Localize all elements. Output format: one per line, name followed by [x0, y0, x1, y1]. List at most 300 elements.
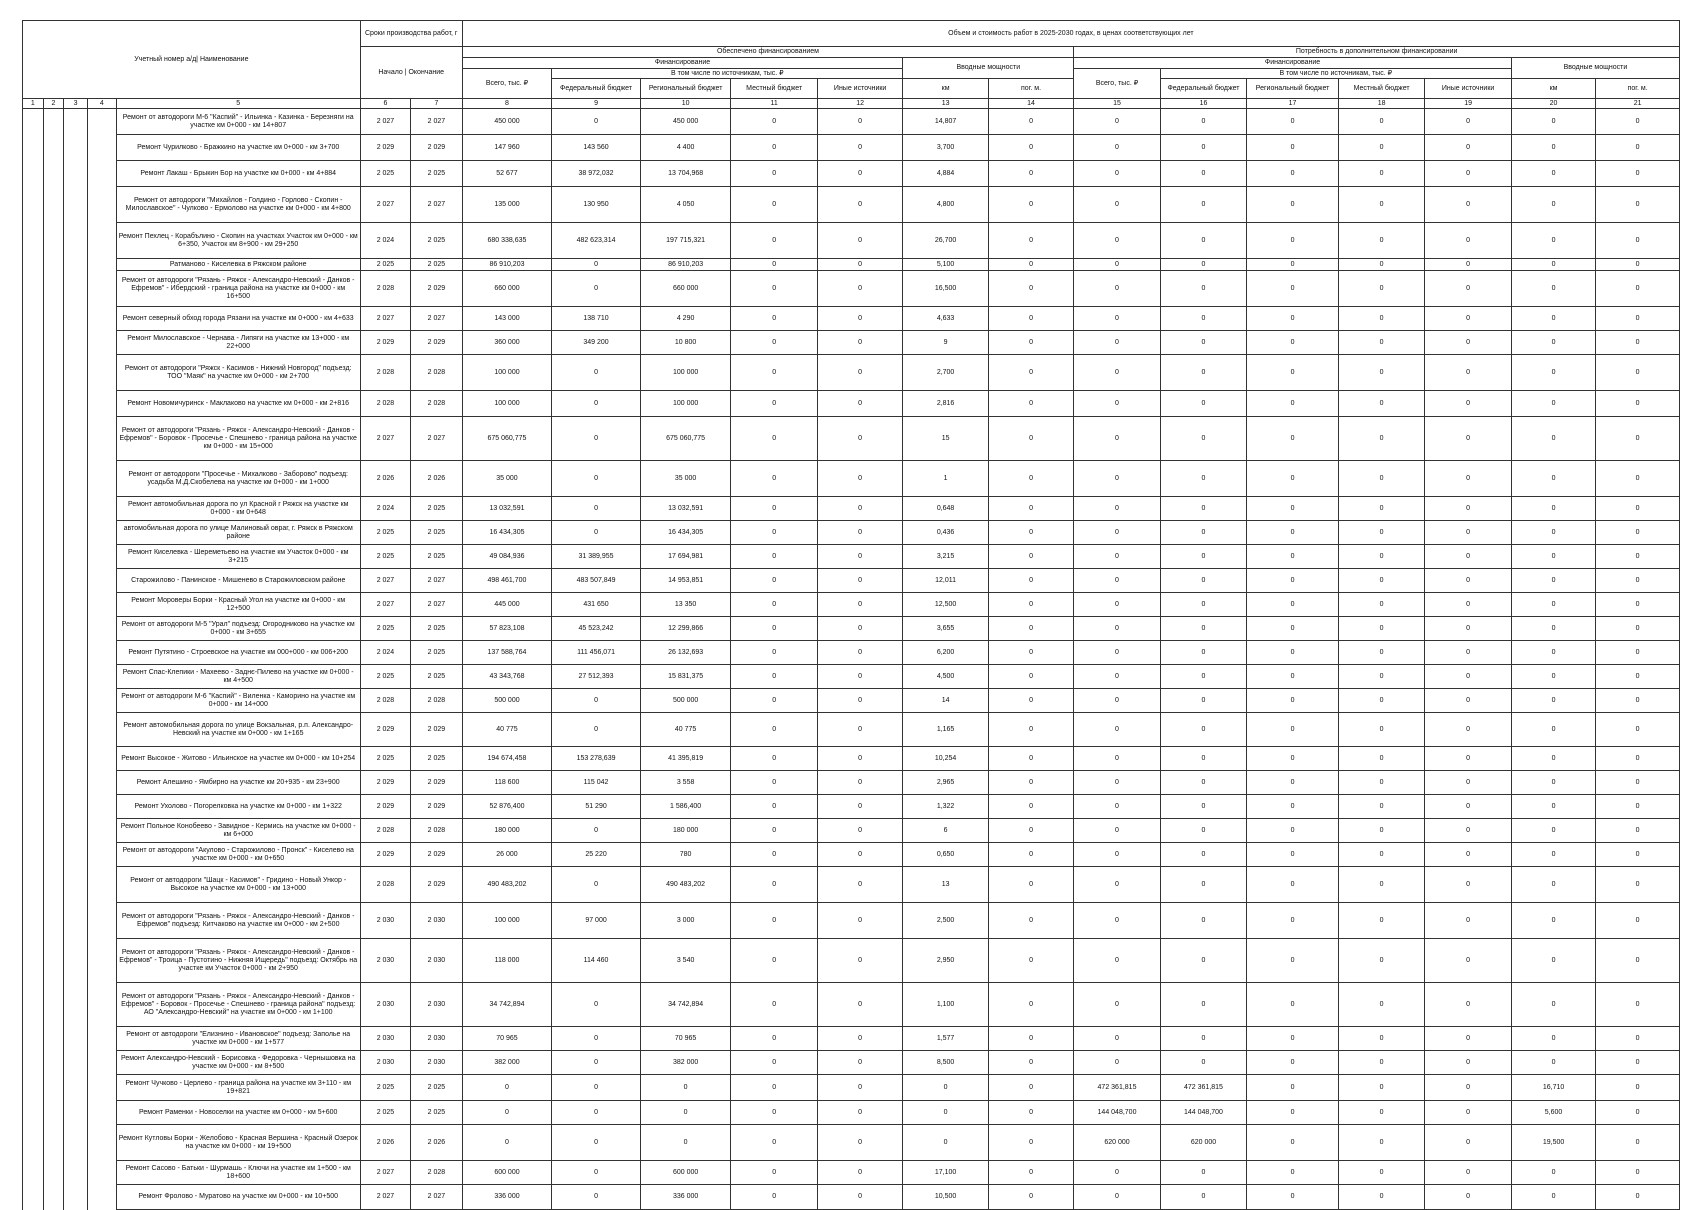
value-cell: 0: [1425, 1051, 1511, 1075]
value-cell: 0: [1160, 641, 1246, 665]
value-cell: 12 299,866: [640, 617, 731, 641]
value-cell: 0: [1247, 819, 1339, 843]
value-cell: 0: [731, 1051, 817, 1075]
table-row: [23, 1051, 1680, 1075]
value-cell: 97 000: [552, 903, 641, 939]
column-number: 7: [411, 99, 463, 109]
column-number: 2: [43, 99, 64, 109]
empty-cell: [87, 307, 116, 331]
empty-cell: [87, 417, 116, 461]
empty-cell: [87, 983, 116, 1027]
value-cell: 0: [731, 1101, 817, 1125]
header-km-funded: км: [903, 79, 988, 99]
header-pogm-funded: пог. м.: [988, 79, 1073, 99]
value-cell: 0: [988, 771, 1073, 795]
value-cell: 2 025: [411, 259, 463, 271]
value-cell: 0: [1425, 259, 1511, 271]
value-cell: 0: [988, 161, 1073, 187]
value-cell: 0: [1247, 271, 1339, 307]
empty-cell: [43, 1051, 64, 1075]
value-cell: 0: [1247, 843, 1339, 867]
value-cell: 41 395,819: [640, 747, 731, 771]
empty-cell: [43, 713, 64, 747]
road-name-cell: Ремонт Чурилково - Бражкино на участке км 0+000 - км 3+700: [116, 135, 360, 161]
empty-cell: [64, 461, 88, 497]
value-cell: 10,254: [903, 747, 988, 771]
value-cell: 0: [988, 939, 1073, 983]
value-cell: 0: [731, 391, 817, 417]
value-cell: 2 030: [360, 903, 410, 939]
value-cell: 0: [1160, 665, 1246, 689]
value-cell: 0: [1511, 1027, 1595, 1051]
value-cell: 5,600: [1511, 1101, 1595, 1125]
value-cell: 2 025: [360, 1101, 410, 1125]
value-cell: 0: [1425, 1101, 1511, 1125]
value-cell: 2 028: [360, 867, 410, 903]
empty-cell: [87, 1051, 116, 1075]
value-cell: 0: [988, 461, 1073, 497]
value-cell: 0: [1511, 593, 1595, 617]
value-cell: 0: [817, 161, 902, 187]
header-volume: Объем и стоимость работ в 2025-2030 годах, в ценах соответствующих лет: [462, 21, 1679, 47]
value-cell: 0: [1074, 983, 1160, 1027]
empty-cell: [23, 1161, 44, 1185]
value-cell: 336 000: [462, 1185, 552, 1210]
value-cell: 0: [1596, 391, 1680, 417]
empty-cell: [23, 355, 44, 391]
value-cell: 0: [1338, 771, 1424, 795]
value-cell: 70 965: [462, 1027, 552, 1051]
value-cell: 0: [1247, 903, 1339, 939]
table-row: [23, 795, 1680, 819]
value-cell: 0: [1425, 521, 1511, 545]
value-cell: 0: [1596, 307, 1680, 331]
value-cell: 0: [731, 819, 817, 843]
value-cell: 2 025: [360, 747, 410, 771]
column-number: 9: [552, 99, 641, 109]
empty-cell: [64, 271, 88, 307]
empty-cell: [87, 617, 116, 641]
empty-cell: [87, 461, 116, 497]
table-row: [23, 617, 1680, 641]
value-cell: 0: [1425, 771, 1511, 795]
value-cell: 43 343,768: [462, 665, 552, 689]
value-cell: 0: [1425, 867, 1511, 903]
value-cell: 2 025: [411, 545, 463, 569]
value-cell: 0: [1338, 331, 1424, 355]
value-cell: 0: [552, 259, 641, 271]
value-cell: 0: [1074, 391, 1160, 417]
value-cell: 10,500: [903, 1185, 988, 1210]
empty-cell: [64, 939, 88, 983]
value-cell: 4 290: [640, 307, 731, 331]
value-cell: 0: [1247, 593, 1339, 617]
value-cell: 0: [731, 939, 817, 983]
header-capacity-need: Вводные мощности: [1511, 58, 1679, 79]
road-name-cell: Ремонт от автодороги "Рязань - Ряжск - Александро-Невский - Данков - Ефремов" - Троица - Пустотино - Нижняя Ищередь" подъезд: Октябрь на участке км Участок 0+000 - км 2+950: [116, 939, 360, 983]
table-row: [23, 903, 1680, 939]
value-cell: 0: [731, 689, 817, 713]
value-cell: 0: [988, 1161, 1073, 1185]
value-cell: 0: [1074, 867, 1160, 903]
value-cell: 0: [1596, 819, 1680, 843]
empty-cell: [23, 391, 44, 417]
value-cell: 0: [1160, 135, 1246, 161]
table-row: [23, 391, 1680, 417]
empty-cell: [64, 545, 88, 569]
value-cell: 2 025: [360, 259, 410, 271]
value-cell: 0: [1247, 1075, 1339, 1101]
road-name-cell: Ремонт Александро-Невский - Борисовка - Федоровка - Чернышовка на участке км 0+000 - км 8+500: [116, 1051, 360, 1075]
value-cell: 0: [1338, 689, 1424, 713]
value-cell: 2 027: [411, 109, 463, 135]
value-cell: 0: [731, 593, 817, 617]
value-cell: 0: [1511, 1161, 1595, 1185]
value-cell: 2,500: [903, 903, 988, 939]
value-cell: 0: [817, 187, 902, 223]
table-row: [23, 665, 1680, 689]
value-cell: 0: [1338, 1161, 1424, 1185]
value-cell: 0: [988, 1185, 1073, 1210]
column-number: 15: [1074, 99, 1160, 109]
header-sources-need: В том числе по источникам, тыс. ₽: [1160, 69, 1511, 79]
value-cell: 0: [1160, 521, 1246, 545]
value-cell: 0: [1596, 867, 1680, 903]
value-cell: 38 972,032: [552, 161, 641, 187]
road-name-cell: Ремонт от автодороги "Просечье - Михалково - Заборово" подъезд: усадьба М.Д.Скобелева на участке км 0+000 - км 1+000: [116, 461, 360, 497]
value-cell: 0: [1074, 307, 1160, 331]
value-cell: 3,700: [903, 135, 988, 161]
road-name-cell: Ремонт Кутловы Борки - Желобово - Красная Вершина - Красный Озерок на участке км 0+000 - км 19+500: [116, 1125, 360, 1161]
value-cell: 0: [1160, 1051, 1246, 1075]
value-cell: 0: [1074, 223, 1160, 259]
value-cell: 13 032,591: [640, 497, 731, 521]
value-cell: 0: [817, 135, 902, 161]
value-cell: 2 030: [360, 1027, 410, 1051]
empty-cell: [43, 1101, 64, 1125]
value-cell: 2 029: [360, 795, 410, 819]
value-cell: 0: [1511, 497, 1595, 521]
value-cell: 0: [1596, 1051, 1680, 1075]
value-cell: 0: [1425, 1027, 1511, 1051]
value-cell: 0: [1511, 617, 1595, 641]
value-cell: 472 361,815: [1160, 1075, 1246, 1101]
empty-cell: [43, 1027, 64, 1051]
value-cell: 0: [1160, 391, 1246, 417]
header-terms: Сроки производства работ, г: [360, 21, 462, 47]
value-cell: 0: [1596, 617, 1680, 641]
value-cell: 144 048,700: [1160, 1101, 1246, 1125]
value-cell: 0: [1338, 307, 1424, 331]
value-cell: 0: [817, 331, 902, 355]
value-cell: 4 400: [640, 135, 731, 161]
table-row: [23, 307, 1680, 331]
value-cell: 0: [1425, 161, 1511, 187]
value-cell: 1,165: [903, 713, 988, 747]
value-cell: 0: [1511, 867, 1595, 903]
value-cell: 1,100: [903, 983, 988, 1027]
value-cell: 4,800: [903, 187, 988, 223]
empty-cell: [23, 641, 44, 665]
value-cell: 675 060,775: [462, 417, 552, 461]
value-cell: 0: [1596, 771, 1680, 795]
value-cell: 0: [1247, 259, 1339, 271]
value-cell: 0: [731, 1125, 817, 1161]
value-cell: 5,100: [903, 259, 988, 271]
table-row: [23, 1185, 1680, 1210]
value-cell: 0: [552, 1161, 641, 1185]
value-cell: 180 000: [640, 819, 731, 843]
value-cell: 2 030: [411, 1051, 463, 1075]
value-cell: 2 029: [360, 771, 410, 795]
value-cell: 0: [1160, 939, 1246, 983]
value-cell: 0: [817, 461, 902, 497]
empty-cell: [87, 665, 116, 689]
value-cell: 0: [1511, 331, 1595, 355]
value-cell: 2 027: [411, 417, 463, 461]
value-cell: 0: [1596, 689, 1680, 713]
road-name-cell: Ремонт Путятино - Строевское на участке км 000+000 - км 006+200: [116, 641, 360, 665]
value-cell: 0: [1338, 461, 1424, 497]
value-cell: 0: [552, 355, 641, 391]
column-number: 10: [640, 99, 731, 109]
value-cell: 0: [1074, 135, 1160, 161]
value-cell: 2,700: [903, 355, 988, 391]
value-cell: 0: [731, 545, 817, 569]
value-cell: 0: [731, 641, 817, 665]
value-cell: 2,816: [903, 391, 988, 417]
value-cell: 0: [1425, 187, 1511, 223]
empty-cell: [43, 355, 64, 391]
column-number: 14: [988, 99, 1073, 109]
value-cell: 0: [1247, 521, 1339, 545]
value-cell: 620 000: [1160, 1125, 1246, 1161]
value-cell: 0: [1511, 1051, 1595, 1075]
value-cell: 0: [1338, 521, 1424, 545]
value-cell: 2 025: [411, 1075, 463, 1101]
value-cell: 0: [731, 665, 817, 689]
value-cell: 86 910,203: [462, 259, 552, 271]
value-cell: 2 028: [411, 391, 463, 417]
road-name-cell: Ремонт Раменки - Новоселки на участке км 0+000 - км 5+600: [116, 1101, 360, 1125]
value-cell: 0: [988, 545, 1073, 569]
empty-cell: [87, 713, 116, 747]
value-cell: 0: [1160, 747, 1246, 771]
value-cell: 2 027: [360, 109, 410, 135]
value-cell: 180 000: [462, 819, 552, 843]
value-cell: 4,884: [903, 161, 988, 187]
road-name-cell: Ремонт Алешино - Ямбирно на участке км 20+935 - км 23+900: [116, 771, 360, 795]
value-cell: 0: [1425, 1125, 1511, 1161]
value-cell: 6,200: [903, 641, 988, 665]
value-cell: 0: [1074, 713, 1160, 747]
empty-cell: [64, 355, 88, 391]
value-cell: 13 704,968: [640, 161, 731, 187]
value-cell: 115 042: [552, 771, 641, 795]
table-row: [23, 223, 1680, 259]
value-cell: 2 029: [360, 713, 410, 747]
value-cell: 0: [731, 417, 817, 461]
value-cell: 0: [1338, 713, 1424, 747]
value-cell: 0: [988, 665, 1073, 689]
value-cell: 0: [817, 983, 902, 1027]
value-cell: 130 950: [552, 187, 641, 223]
value-cell: 0: [1247, 771, 1339, 795]
value-cell: 482 623,314: [552, 223, 641, 259]
value-cell: 26 000: [462, 843, 552, 867]
road-name-cell: Ремонт от автодороги "Рязань - Ряжск - Александро-Невский - Данков - Ефремов" - Боровок - Просечье - Спешнево - граница района" подъезд: АО "Александро-Невский" на участке км 0+000 - км 1+100: [116, 983, 360, 1027]
empty-cell: [23, 187, 44, 223]
value-cell: 0: [731, 771, 817, 795]
header-pogm-need: пог. м.: [1596, 79, 1680, 99]
column-number: 21: [1596, 99, 1680, 109]
value-cell: 0: [1074, 1185, 1160, 1210]
empty-cell: [64, 135, 88, 161]
value-cell: 144 048,700: [1074, 1101, 1160, 1125]
empty-cell: [43, 1185, 64, 1210]
value-cell: 2 028: [360, 355, 410, 391]
report-sheet: [22, 20, 1680, 1200]
value-cell: 0,436: [903, 521, 988, 545]
value-cell: 2 024: [360, 497, 410, 521]
table-row: [23, 593, 1680, 617]
value-cell: 0: [1160, 355, 1246, 391]
value-cell: 0: [817, 1051, 902, 1075]
value-cell: 0: [1338, 1101, 1424, 1125]
road-name-cell: Ремонт Ухолово - Погорелковка на участке км 0+000 - км 1+322: [116, 795, 360, 819]
value-cell: 0: [1074, 689, 1160, 713]
value-cell: 0: [988, 617, 1073, 641]
value-cell: 0: [817, 747, 902, 771]
value-cell: 780: [640, 843, 731, 867]
value-cell: 0: [988, 271, 1073, 307]
empty-cell: [87, 1161, 116, 1185]
value-cell: 0: [1247, 689, 1339, 713]
road-name-cell: Ремонт Фролово - Муратово на участке км 0+000 - км 10+500: [116, 1185, 360, 1210]
empty-cell: [43, 983, 64, 1027]
value-cell: 19,500: [1511, 1125, 1595, 1161]
value-cell: 0: [731, 569, 817, 593]
value-cell: 0: [552, 109, 641, 135]
value-cell: 0: [1511, 903, 1595, 939]
value-cell: 0: [731, 271, 817, 307]
value-cell: 0: [817, 939, 902, 983]
value-cell: 0: [1074, 1051, 1160, 1075]
value-cell: 35 000: [640, 461, 731, 497]
value-cell: 2 030: [360, 939, 410, 983]
value-cell: 86 910,203: [640, 259, 731, 271]
empty-cell: [87, 521, 116, 545]
empty-cell: [64, 391, 88, 417]
value-cell: 2 025: [411, 665, 463, 689]
road-name-cell: Ремонт от автодороги М-6 "Каспий" - Виленка - Каморино на участке км 0+000 - км 14+000: [116, 689, 360, 713]
value-cell: 0: [1425, 391, 1511, 417]
empty-cell: [64, 1027, 88, 1051]
value-cell: 2,950: [903, 939, 988, 983]
value-cell: 0: [731, 223, 817, 259]
empty-cell: [87, 641, 116, 665]
value-cell: 0: [1338, 223, 1424, 259]
value-cell: 0: [1074, 617, 1160, 641]
empty-cell: [87, 771, 116, 795]
value-cell: 0: [1338, 545, 1424, 569]
value-cell: 0: [1074, 461, 1160, 497]
value-cell: 0: [817, 497, 902, 521]
value-cell: 2 030: [360, 983, 410, 1027]
empty-cell: [87, 819, 116, 843]
table-row: [23, 771, 1680, 795]
value-cell: 2,965: [903, 771, 988, 795]
empty-cell: [87, 867, 116, 903]
value-cell: 0: [817, 903, 902, 939]
value-cell: 0: [817, 843, 902, 867]
value-cell: 0: [1511, 307, 1595, 331]
value-cell: 2 029: [360, 331, 410, 355]
value-cell: 0: [1160, 771, 1246, 795]
empty-cell: [87, 1027, 116, 1051]
value-cell: 0: [988, 983, 1073, 1027]
column-number: 19: [1425, 99, 1511, 109]
value-cell: 0: [817, 641, 902, 665]
value-cell: 500 000: [640, 689, 731, 713]
value-cell: 0,648: [903, 497, 988, 521]
table-row: [23, 819, 1680, 843]
value-cell: 0: [988, 569, 1073, 593]
value-cell: 197 715,321: [640, 223, 731, 259]
empty-cell: [87, 569, 116, 593]
column-number: 11: [731, 99, 817, 109]
column-number: 12: [817, 99, 902, 109]
empty-cell: [23, 161, 44, 187]
empty-cell: [64, 1125, 88, 1161]
value-cell: 0: [1074, 545, 1160, 569]
value-cell: 0: [1247, 617, 1339, 641]
value-cell: 0: [731, 1161, 817, 1185]
value-cell: 0: [731, 1075, 817, 1101]
value-cell: 100 000: [462, 391, 552, 417]
value-cell: 0: [1160, 161, 1246, 187]
value-cell: 118 000: [462, 939, 552, 983]
header-local-funded: Местный бюджет: [731, 79, 817, 99]
table-row: [23, 747, 1680, 771]
table-row: [23, 521, 1680, 545]
value-cell: 0: [988, 843, 1073, 867]
value-cell: 0: [1247, 641, 1339, 665]
value-cell: 0: [817, 417, 902, 461]
value-cell: 0: [1596, 109, 1680, 135]
empty-cell: [64, 223, 88, 259]
empty-cell: [64, 903, 88, 939]
value-cell: 34 742,894: [462, 983, 552, 1027]
value-cell: 12,500: [903, 593, 988, 617]
value-cell: 2 025: [411, 521, 463, 545]
value-cell: 26,700: [903, 223, 988, 259]
empty-cell: [87, 1101, 116, 1125]
value-cell: 35 000: [462, 461, 552, 497]
value-cell: 0: [1511, 545, 1595, 569]
value-cell: 34 742,894: [640, 983, 731, 1027]
value-cell: 0: [1074, 161, 1160, 187]
value-cell: 2 025: [360, 1075, 410, 1101]
value-cell: 0: [1074, 271, 1160, 307]
value-cell: 0: [731, 903, 817, 939]
value-cell: 0: [1247, 665, 1339, 689]
value-cell: 0: [1511, 689, 1595, 713]
road-name-cell: Ремонт от автодороги "Рязань - Ряжск - Александро-Невский - Данков - Ефремов" - Ибердский - граница района на участке км 0+000 - км 16+500: [116, 271, 360, 307]
value-cell: 0: [731, 617, 817, 641]
value-cell: 15: [903, 417, 988, 461]
road-name-cell: Ремонт Чучково - Церлево - граница района на участке км 3+110 - км 19+821: [116, 1075, 360, 1101]
